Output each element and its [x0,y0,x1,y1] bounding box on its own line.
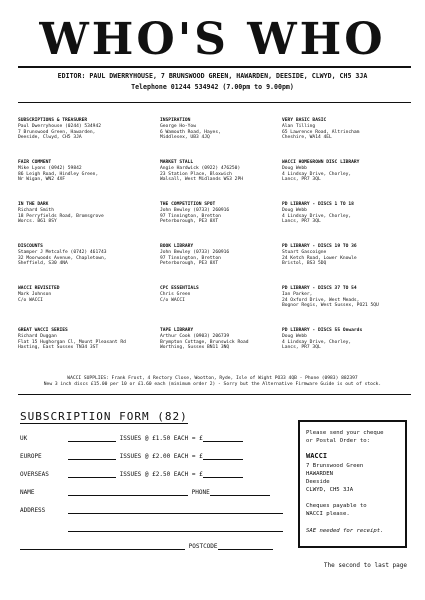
entry-line: 6 Wamouth Road, Hayes, [160,129,221,135]
name-label: NAME [20,489,35,496]
entry-line: 24 Oxford Drive, West Meads, [282,297,360,303]
entry-line: 24 Ketch Road, Lower Knowle [282,255,357,261]
subscription-row-europe [20,453,243,460]
contacts-directory [0,118,425,358]
postcode-row [20,543,273,550]
contact-entry [18,286,60,303]
entry-line: John Bewley (0733) 260916 [160,207,230,213]
entry-line: Richard Smith [18,207,54,213]
box-line: Please send your cheque [306,430,384,436]
contact-entry [282,328,362,351]
region-label: OVERSEAS [20,471,49,478]
entry-line: Stamper J Metcalfe (0742) 461743 [18,249,107,255]
payment-info-box [298,420,407,548]
contact-entry [160,118,221,141]
title-underline [18,66,411,68]
name-phone-row [20,489,270,496]
entry-line: Nr Wigan, WN2 4XF [18,177,66,183]
entry-heading: DISCOUNTS [18,244,43,249]
contact-entry [18,160,98,183]
entry-heading: SUBSCRIPTIONS & TREASURER [18,118,88,123]
entry-heading: TAPE LIBRARY [160,328,194,333]
contact-entry [160,328,249,351]
entry-line: Peterborough, PE3 8XT [160,219,219,225]
box-address: 7 Brunswood Green [306,463,364,469]
entry-heading: WACCI HOMEGROWN DISC LIBRARY [282,160,360,165]
divider [18,102,411,103]
entry-line: Chris Green [160,291,191,297]
entry-line: Flat 15 Hughorgan Cl, Mount Pleasant Rd [18,339,126,345]
page-footer: The second to last page [323,562,407,569]
entry-line: 32 Moorwoods Avenue, Chapletown, [18,255,107,261]
entry-heading: PD LIBRARY - DISCS 37 TO 54 [282,286,357,291]
entry-line: Sheffield, S30 4NA [18,261,68,267]
entry-line: Doug Webb [282,165,307,171]
entry-line: 97 Tinnington, Bretton [160,255,221,261]
subscription-row-overseas [20,471,243,478]
contact-entry [18,202,104,225]
contact-entry [160,160,243,183]
entry-line: 18 Perryfields Road, Bromsgrove [18,213,104,219]
contact-entry [18,244,107,267]
entry-heading: CPC ESSENTIALS [160,286,199,291]
issues-label: ISSUES @ £2.00 EACH = £ [119,453,203,460]
contact-entry [282,286,379,309]
contact-entry [282,160,359,183]
address-label: ADDRESS [20,507,46,514]
entry-line: Alan Tilling [282,123,316,129]
subscription-row-uk [20,435,243,442]
entry-heading: VERY BASIC BASIC [282,118,327,123]
address-field[interactable] [68,513,283,514]
entry-line: Cheshire, WA14 4EL [282,135,332,141]
region-label: EUROPE [20,453,42,460]
entry-heading: PD LIBRARY - DISCS 1 TO 18 [282,202,354,207]
entry-line: 23 Station Place, Bloxwich [160,171,232,177]
contact-entry [282,244,357,267]
entry-line: 7 Brunswood Green, Hawarden, [18,129,96,135]
entry-heading: GREAT WACCI SERIES [18,328,68,333]
entry-line: 4 Lindsay Drive, Chorley, [282,171,352,177]
quantity-field[interactable] [68,441,116,442]
quantity-field[interactable] [68,477,116,478]
address-row-2 [20,525,283,532]
amount-field[interactable] [203,441,243,442]
entry-line: Walsall, West Midlands WS3 2PH [160,177,243,183]
postcode-field[interactable] [218,549,273,550]
entry-line: Arthur Cook (0903) 206739 [160,333,230,339]
quantity-field[interactable] [68,459,116,460]
editor-telephone: Telephone 01244 534942 (7.00pm to 9.00pm) [131,83,294,91]
entry-line: Paul Dwerryhouse (0244) 534942 [18,123,101,129]
entry-line: C/o WACCI [160,297,185,303]
entry-line: Lancs, PR7 3QL [282,177,321,183]
entry-line: Bognor Regis, West Sussex, PO21 5QU [282,303,379,309]
contact-entry [282,202,354,225]
entry-line: Peterborough, PE3 8XT [160,261,219,267]
entry-line: Middlesex, UB3 4JQ [160,135,210,141]
entry-line: Hasting, East Sussex TN34 3ST [18,345,99,351]
entry-line: Doug Webb [282,207,307,213]
contact-entry [282,118,359,141]
box-line: or Postal Order to: [306,438,370,444]
entry-line: John Bewley (0733) 260916 [160,249,230,255]
supplies-line-2: New 3 inch discs £15.00 per 10 or £1.60 each (minimum order 2) - Sorry but the Alternative Firmware Guide is out of stock. [43,382,382,387]
entry-line: Worcs. B61 8SY [18,219,57,225]
phone-field[interactable] [210,495,270,496]
supplies-notice [0,376,425,388]
contact-entry [160,202,229,225]
contact-entry [18,328,126,351]
box-address: Deeside [306,479,330,485]
entry-heading: WACCI REVISITED [18,286,60,291]
address-field-2[interactable] [68,531,283,532]
entry-line: Lancs, PR7 3QL [282,219,321,225]
amount-field[interactable] [203,477,243,478]
entry-line: Deeside, Clwyd, CH5 3JA [18,135,82,141]
supplies-line-1: WACCI SUPPLIES: Frank Frost, 4 Rectory Close, Wootton, Ryde, Isle of Wight PO33 4QB - Phone (0983) 882397 [67,376,358,381]
entry-line: Richard Duggan [18,333,57,339]
entry-line: Mark Johnson [18,291,52,297]
address-row [20,507,283,514]
entry-heading: THE COMPETITION SPOT [160,202,216,207]
entry-line: 97 Tinnington, Bretton [160,213,221,219]
entry-heading: PD LIBRARY - DISCS 19 TO 36 [282,244,357,249]
box-org: WACCI [306,452,328,460]
issues-label: ISSUES @ £1.50 EACH = £ [119,435,203,442]
entry-line: 86 Leigh Road, Hindley Green, [18,171,99,177]
box-cheques: Cheques payable to [306,503,367,509]
entry-line: Bristol, BS3 5DQ [282,261,327,267]
address-field-3[interactable] [20,549,185,550]
entry-heading: BOOK LIBRARY [160,244,194,249]
editor-address: EDITOR: PAUL DWERRYHOUSE, 7 BRUNSWOOD GREEN, HAWARDEN, DEESIDE, CLWYD, CH5 3JA [57,72,368,80]
contact-entry [18,118,101,141]
entry-line: George Ho-Yow [160,123,196,129]
divider [18,394,411,395]
entry-line: Mike Lyons (0942) 59842 [18,165,82,171]
entry-heading: INSPIRATION [160,118,191,123]
entry-heading: FAIR COMMENT [18,160,52,165]
amount-field[interactable] [203,459,243,460]
name-field[interactable] [68,495,188,496]
entry-line: Doug Webb [282,333,307,339]
entry-line: 4 Lindsay Drive, Chorley, [282,339,352,345]
contact-entry [160,244,229,267]
entry-line: Angie Hardwick (0922) 476250) [160,165,241,171]
box-address: CLWYD, CH5 3JA [306,487,354,493]
phone-label: PHONE [191,489,210,496]
box-sae-note: SAE needed for receipt. [306,528,384,534]
issues-label: ISSUES @ £2.50 EACH = £ [119,471,203,478]
entry-line: 4 Lindsay Drive, Chorley, [282,213,352,219]
entry-line: Brympton Cottage, Brunswick Road [160,339,249,345]
entry-heading: MARKET STALL [160,160,194,165]
postcode-label: POSTCODE [188,543,218,550]
box-address: HAWARDEN [306,471,333,477]
entry-heading: PD LIBRARY - DISCS 55 Onwards [282,328,363,333]
entry-line: Worthing, Sussex BN11 3NQ [160,345,230,351]
box-cheques: WACCI please. [306,511,350,517]
subscription-form-title: SUBSCRIPTION FORM (82) [20,410,188,423]
entry-line: Lancs, PR7 3QL [282,345,321,351]
region-label: UK [20,435,28,442]
entry-heading: IN THE DARK [18,202,49,207]
contact-entry [160,286,199,303]
entry-line: Ian Parker, [282,291,313,297]
entry-line: 65 Lawrence Road, Altrincham [282,129,360,135]
page-title: WHO'S WHO [39,14,386,65]
entry-line: Stuart Gascoigne [282,249,327,255]
entry-line: C/o WACCI [18,297,43,303]
